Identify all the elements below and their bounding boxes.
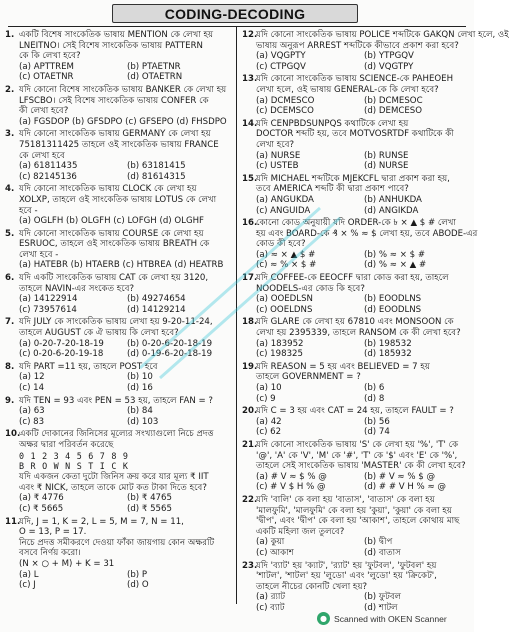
question-line: একটি মহিলা জল তুলবে? <box>256 526 345 537</box>
answer-option: (d) ANGIKDA <box>364 205 419 216</box>
answer-option: (a) VQGPTY <box>256 51 306 62</box>
answer-options <box>5 161 231 182</box>
question-text <box>242 328 468 339</box>
answer-option: (c) ₹ 5665 <box>19 503 64 514</box>
question-text <box>5 96 231 107</box>
question-block <box>5 85 231 127</box>
question-number: 12. <box>242 30 258 40</box>
answer-option: (b) EOODLNS <box>364 294 422 305</box>
question-number: 16. <box>242 218 258 229</box>
answer-options <box>242 96 468 117</box>
question-text <box>242 140 468 151</box>
question-number: 1. <box>5 30 15 40</box>
question-text <box>242 406 468 417</box>
question-number: 7. <box>5 317 15 328</box>
question-number: 11. <box>5 516 21 527</box>
question-number: 15. <box>242 173 258 184</box>
answer-option: (d) 185932 <box>364 349 412 360</box>
left-question-column <box>5 30 231 593</box>
answer-option: (c) CTPGQV <box>256 61 306 72</box>
question-text <box>242 440 468 451</box>
question-text <box>5 30 231 41</box>
answer-option: (d) OTAETRN <box>127 72 183 83</box>
question-number: 10. <box>5 429 21 440</box>
answer-option: (a) কুয়া <box>256 537 285 548</box>
answer-option: (a) HATEBR (b) HTAERB (c) HTBREA (d) HEATRB <box>19 260 224 271</box>
question-text <box>242 228 478 240</box>
answer-options <box>242 151 468 172</box>
question-text <box>5 140 231 151</box>
question-block <box>242 561 468 614</box>
question-line: নিচে প্রদত্ত সমীকরণে দেওয়া ফাঁকা জায়গায় কোন অক্ষরটি <box>19 537 215 548</box>
answer-options <box>5 117 231 128</box>
answer-option: (d) 14129214 <box>127 304 186 315</box>
answer-option: (c) 73957614 <box>19 304 77 315</box>
question-text <box>5 195 231 206</box>
answer-option: (b) 49274654 <box>127 294 186 305</box>
question-line: এবং ₹ NICK, তাহলে তাকে মোট কত টাকা দিতে হবে? <box>19 482 207 493</box>
answer-option: (c) 9 <box>256 393 276 404</box>
question-line: লেখা হবে - <box>19 249 59 260</box>
question-text <box>5 239 231 250</box>
scanner-footer <box>317 612 447 625</box>
question-line: তাহলে সেই সাংকেতিক ভাষায় 'MASTER' কে কী লেখা হবে? <box>256 461 466 472</box>
question-text <box>5 362 231 373</box>
question-text <box>5 538 231 549</box>
question-line: যদি কোনো সাংকেতিক ভাষায় CLOCK কে লেখা হয় <box>19 184 197 195</box>
question-text <box>5 440 231 451</box>
question-line: যদি কোনো সাংকেতিক ভাষায় POLICE শব্দটিকে GAKQN লেখা হলে, ওই <box>256 30 509 40</box>
question-line: হবে - <box>19 205 38 216</box>
question-number: 3. <box>5 129 15 140</box>
question-number: 8. <box>5 361 15 372</box>
cipher-row: BROWNSTICK <box>19 461 135 472</box>
answer-option: (b) DCMESOC <box>364 95 423 106</box>
answer-options <box>242 250 468 271</box>
question-line: যদি কোনো বিশেষ সাংকেতিক ভাষায় BANKER কে লেখা হয় <box>19 84 227 95</box>
question-line: যদি C = 3 হয় এবং CAT = 24 হয়, তাহলে FAULT = ? <box>256 406 454 417</box>
answer-options <box>5 62 231 83</box>
answer-option: (a) 63 <box>19 406 45 417</box>
question-number: 14. <box>242 118 258 129</box>
question-block <box>242 317 468 359</box>
answer-option: (a) FGSDOP (b) GFSDPO (c) GFSEPO (d) FHSDPO <box>19 116 227 127</box>
question-line: যদি কোনো সাংকেতিক ভাষায় COURSE কে লেখা হয় <box>19 228 204 239</box>
question-line: যদি একটি সাংকেতিক ভাষায় CAT কে লেখা হয় 3120, <box>19 273 209 284</box>
question-block <box>242 174 468 216</box>
answer-option: (d) 81614315 <box>127 171 186 182</box>
question-line: NOODELS-এর কোড কি হবে? <box>256 283 365 294</box>
question-line: একটি বিশেষ সাংকেতিক ভাষায় MENTION কে লেখা হয় <box>19 30 214 40</box>
question-line: তাহলে NAVIN-এর সংকেত হবে? <box>19 283 135 294</box>
answer-option: (c) ≈ % × $ # <box>256 260 317 271</box>
cipher-row: 0123456789 <box>19 450 135 461</box>
answer-option: (b) YTPGQV <box>364 51 414 62</box>
answer-option: (b) 56 <box>364 416 390 427</box>
answer-option: (c) OOELDNS <box>256 304 313 315</box>
answer-option: (c) # V $ H % @ <box>256 482 326 493</box>
question-text <box>242 317 468 328</box>
question-text <box>242 571 468 582</box>
question-text <box>5 129 231 140</box>
right-question-column <box>242 30 509 615</box>
question-line: যদি REASON = 5 হয় এবং BELIEVED = 7 হয় <box>256 361 430 372</box>
answer-option: (d) 0-19-6-20-18-19 <box>127 349 213 360</box>
answer-options <box>242 195 468 216</box>
answer-option: (a) ₹ 4776 <box>19 493 64 504</box>
question-number: 20. <box>242 406 258 417</box>
question-block <box>242 495 468 559</box>
question-text <box>5 206 231 217</box>
question-line: তবে AMERICA শব্দটি কী দ্বারা প্রকাশ পাবে? <box>256 184 409 195</box>
question-block <box>5 229 231 271</box>
question-line: XOLXP, তাহলে ওই সাংকেতিক ভাষায় LOTUS কে লেখা <box>19 194 217 205</box>
answer-option: (b) 84 <box>127 406 153 417</box>
answer-option: (d) NURSE <box>364 161 409 172</box>
question-line: LFSCBO। সেই বিশেষ সাংকেতিক ভাষায় CONFER কে <box>19 95 209 106</box>
answer-option: (b) % ≈ × $ # <box>364 249 426 260</box>
answer-option: (d) ₹ 5565 <box>127 503 172 514</box>
answer-option: (a) 61811435 <box>19 161 78 172</box>
answer-option: (a) OOEDLSN <box>256 294 313 305</box>
question-block <box>242 440 468 493</box>
scanner-logo-icon: ● <box>317 612 330 625</box>
question-number: 2. <box>5 84 15 95</box>
answer-option: (d) VQGTPY <box>364 61 414 72</box>
answer-options <box>242 51 468 72</box>
question-block <box>242 74 468 116</box>
question-block <box>5 317 231 359</box>
question-text <box>242 561 468 572</box>
question-line: O = 13, P = 17. <box>19 527 87 538</box>
question-text <box>5 317 231 328</box>
answer-option: (a) 0-20-7-20-18-19 <box>19 338 104 349</box>
question-text <box>5 559 231 570</box>
answer-option: (c) OTAETNR <box>19 72 74 83</box>
question-number: 5. <box>5 228 15 239</box>
answer-option: (d) 103 <box>127 416 159 427</box>
answer-option: (b) 6 <box>364 383 385 393</box>
answer-option: (d) # # V H % ≈ @ <box>364 482 446 493</box>
question-text <box>242 218 468 229</box>
question-text <box>242 372 468 383</box>
question-text <box>5 250 231 261</box>
question-line: ESRUOC, তাহলে ওই সাংকেতিক ভাষায় BREATH কে <box>19 239 210 250</box>
question-block <box>242 218 478 271</box>
question-line: লেখা হবে? <box>256 139 295 150</box>
answer-option: (a) ≈ × ▲ $ # <box>256 249 316 260</box>
question-line: যদি TEN = 93 এবং PEN = 53 হয়, তাহলে FAN = ? <box>19 395 213 406</box>
question-line: লেখা হয় 2395339, তাহলে RANSOM কে কী লেখা হবে? <box>256 328 461 339</box>
question-line: যদি PART =11 হয়, তাহলে POST হবে <box>19 361 158 372</box>
answer-option: (c) 62 <box>256 427 282 438</box>
question-line: যদি JULY কে সাংকেতিক ভাষায় লেখা হয় 9-20-11-24, <box>19 317 213 328</box>
answer-option: (a) OGLFH (b) OLGFH (c) LOFGH (d) OLGHF <box>19 216 205 227</box>
title-banner <box>112 4 358 23</box>
answer-option: (d) শাটল <box>364 602 398 613</box>
question-text <box>5 85 231 96</box>
question-text <box>5 429 231 440</box>
question-line: কোনো কোড অনুযায়ী যদি ORDER-কে ৳ × ▲ $ # লেখা <box>256 218 456 229</box>
answer-option: (c) 83 <box>19 416 45 427</box>
question-block <box>5 396 231 428</box>
answer-option: (c) আকাশ <box>256 547 294 558</box>
question-line: যদি GLARE কে লেখা হয় 67810 এবং MONSOON কে <box>256 317 454 328</box>
question-line: যদি CENPBDSUNPQS কথাটিকে লেখা হয় <box>256 118 409 129</box>
answer-options <box>5 493 231 514</box>
answer-options <box>5 372 231 393</box>
question-text <box>242 582 468 593</box>
answer-option: (c) ব্যাট <box>256 602 285 613</box>
question-text <box>242 527 468 538</box>
question-number: 23. <box>242 560 258 571</box>
question-text <box>5 517 231 528</box>
page-title: CODING-DECODING <box>164 5 306 22</box>
answer-option: (c) USTEB <box>256 161 299 172</box>
answer-option: (a) 10 <box>256 383 282 393</box>
question-line: যদি 'ব্যাট' হয় 'ক্যাট', 'র‍্যাট' হয় 'ফুটবল', 'ফুটবল' হয় <box>256 560 437 571</box>
question-text <box>242 284 468 295</box>
question-block <box>5 517 231 591</box>
answer-option: (c) 198325 <box>256 349 303 360</box>
question-number: 9. <box>5 395 15 406</box>
answer-option: (d) O <box>127 580 149 591</box>
question-line: কী লেখা হবে? <box>19 106 69 117</box>
question-text <box>5 106 231 117</box>
answer-option: (b) P <box>127 569 148 580</box>
question-block <box>242 273 468 315</box>
answer-option: (a) DCMESCO <box>256 95 315 106</box>
question-number: 17. <box>242 273 258 284</box>
question-text <box>242 30 509 41</box>
question-line: যদি একজন কেতা দুটো জিনিস ক্রয় করে যার মূল্য ₹ IIT <box>19 472 209 483</box>
question-line: তাহলে AUGUST কে ঐ ভাষায় কি লেখা হবে? <box>19 328 179 339</box>
question-line: 75181311425 তাহলে ওই সাংকেতিক ভাষায় FRANCE <box>19 139 219 150</box>
answer-option: (b) ফুটবল <box>364 592 402 603</box>
answer-options <box>242 417 468 438</box>
answer-option: (b) RUNSE <box>364 150 409 161</box>
answer-option: (c) ANGUIDA <box>256 205 311 216</box>
question-text <box>5 184 231 195</box>
answer-option: (d) 8 <box>364 393 385 404</box>
answer-option: (d) % ≈ × ▲ # <box>364 260 427 271</box>
question-block <box>5 429 231 514</box>
answer-options <box>5 216 231 227</box>
question-line: 'দ্বীপ', এবং 'দ্বীপ' কে বলা হয় 'আকাশ', তাহলে কোথায় মাছ <box>256 516 460 527</box>
answer-option: (b) দ্বীপ <box>364 537 393 548</box>
answer-option: (c) DCEMSCO <box>256 106 314 117</box>
answer-options <box>242 537 468 558</box>
question-text <box>242 119 468 130</box>
question-line: বসবে নির্ণয় করো। <box>19 548 81 559</box>
answer-option: (a) L <box>19 569 39 580</box>
question-text <box>5 548 231 559</box>
question-text <box>242 362 468 373</box>
question-line: 'মালফুমি', 'মালফুমি' কে বলা হয় 'কুয়া', 'কুয়া' কে বলা হয় <box>256 505 452 516</box>
question-text <box>5 328 231 339</box>
header-rule <box>8 26 466 27</box>
question-text <box>242 516 468 527</box>
question-text <box>5 527 231 538</box>
question-line: যদি কোনো সাংকেতিক ভাষায় GERMANY কে লেখা হয় <box>19 129 211 140</box>
question-line: যদি 'বালি' কে বলা হয় 'বাতাস', 'বাতাস' কে বলা হয় <box>256 494 435 505</box>
question-text <box>5 151 231 162</box>
question-block <box>5 129 231 182</box>
question-text <box>5 284 231 295</box>
question-number: 22. <box>242 494 258 505</box>
question-number: 4. <box>5 184 15 195</box>
question-line: তাহলে GOVERNMENT = ? <box>256 372 361 383</box>
question-number: 19. <box>242 361 258 372</box>
question-block <box>242 30 509 72</box>
question-line: কোড কী হবে? <box>256 239 306 250</box>
answer-option: (a) 12 <box>19 372 45 383</box>
question-line: কে লেখা হবে <box>19 150 65 161</box>
answer-options <box>5 260 231 271</box>
question-number: 21. <box>242 439 258 450</box>
question-line: (N × ○ + M) + K = 31 <box>19 558 115 569</box>
answer-option: (a) NURSE <box>256 150 301 161</box>
question-number: 18. <box>242 317 258 328</box>
question-line: LNEITNO। সেই বিশেষ সাংকেতিক ভাষায় PATTERN <box>19 40 203 51</box>
question-text <box>242 85 468 96</box>
question-line: অক্ষর দ্বারা পরিবর্তন করেছে <box>19 439 114 450</box>
answer-option: (c) J <box>19 580 36 591</box>
question-text <box>242 174 468 185</box>
answer-option: (a) 42 <box>256 416 282 427</box>
question-text <box>242 461 468 472</box>
scanner-text: Scanned with OKEN Scanner <box>334 613 447 624</box>
answer-option: (b) ₹ 4765 <box>127 493 172 504</box>
answer-option: (b) 63181415 <box>127 161 186 172</box>
answer-options <box>242 294 468 315</box>
question-line: DOCTOR শব্দটি হয়, তবে MOTVOSRTDF কথাটিকে কী <box>256 129 454 140</box>
question-line: যদি কোনো সাংকেতিক ভাষায় 'S' কে লেখা হয় '%', 'T' কে <box>256 439 459 450</box>
question-text <box>242 451 468 462</box>
question-line: 'শাটল', 'শাটল' হয় 'লুডো' এবং 'লুডো' হয় 'ক্রিকেট', <box>256 571 437 582</box>
answer-option: (b) 10 <box>127 372 153 383</box>
answer-option: (a) APTTREM <box>19 61 74 72</box>
question-block <box>242 119 468 172</box>
answer-option: (d) বাতাস <box>364 547 401 558</box>
answer-option: (a) ANGUKDA <box>256 194 314 205</box>
question-number: 6. <box>5 273 15 284</box>
question-block <box>5 184 231 226</box>
answer-option: (c) 82145136 <box>19 171 77 182</box>
question-block <box>242 406 468 438</box>
question-line: ভাষায় অনুরূপ ARREST শব্দটিকে কীভাবে প্রকাশ করা হবে? <box>256 40 459 51</box>
question-text <box>5 229 231 240</box>
question-line: যদি, J = 1, K = 2, L = 5, M = 7, N = 11, <box>19 516 184 527</box>
answer-option: (d) DEMCESO <box>364 106 423 117</box>
answer-option: (a) 183952 <box>256 338 304 349</box>
answer-option: (b) 198532 <box>364 338 412 349</box>
answer-option: (d) EOODLNS <box>364 304 422 315</box>
answer-options <box>242 592 468 613</box>
answer-options <box>242 472 468 493</box>
question-text <box>242 41 468 52</box>
question-line: যদি MICHAEL শব্দটিকে MJEKCFL দ্বারা প্রকাশ করা হয়, <box>256 173 450 184</box>
question-block <box>5 362 231 394</box>
answer-option: (b) PTAETNR <box>127 61 181 72</box>
question-block <box>5 30 231 83</box>
answer-options <box>242 339 468 360</box>
answer-option: (b) ANHUKDA <box>364 194 422 205</box>
answer-option: (a) 14122914 <box>19 294 78 305</box>
question-line: যদি কোনো সাংকেতিক ভাষায় SCIENCE-কে PAHEOEH <box>256 74 454 85</box>
question-text <box>5 273 231 284</box>
question-line: তাহলে নীচের কোনটি খেলা হয়? <box>256 581 368 592</box>
answer-option: (b) # V ≈ % $ @ <box>364 471 436 482</box>
question-text <box>242 129 468 140</box>
answer-option: (c) 14 <box>19 383 45 393</box>
answer-options <box>242 383 468 404</box>
answer-option: (a) র‍্যাট <box>256 592 286 603</box>
question-line: কে কি লেখা হবে? <box>19 51 81 62</box>
question-line: '@', 'A' কে 'V', 'M' কে '#', 'T' কে '$' এবং 'E' কে '%', <box>256 450 458 461</box>
question-text <box>5 41 231 52</box>
answer-options <box>5 406 231 427</box>
question-text <box>242 184 468 195</box>
answer-option: (d) 16 <box>127 383 153 393</box>
answer-options <box>5 339 231 360</box>
question-text <box>242 506 468 517</box>
answer-options <box>5 570 231 591</box>
question-number: 13. <box>242 74 258 85</box>
question-block <box>5 273 231 315</box>
question-text <box>242 273 468 284</box>
question-line: যদি COFFEE-কে EEOCFF দ্বারা কোড করা হয়, তাহলে <box>256 273 449 284</box>
question-line: হয় এবং BOARD-কে ₰ × % ≈ $ লেখা হয়, তবে ABODE-এর <box>256 228 478 239</box>
question-text <box>242 74 468 85</box>
question-block <box>242 362 468 404</box>
question-text <box>5 396 231 407</box>
question-line: লেখা হলে, ওই ভাষায় GENERAL-কে কি লেখা হবে? <box>256 84 439 95</box>
answer-option: (d) 74 <box>364 427 390 438</box>
question-line: একটি দোকানের জিনিসের মূল্যের সংখ্যাগুলো নিচে প্রদত্ত <box>19 429 214 440</box>
answer-option: (c) 0-20-6-20-19-18 <box>19 349 104 360</box>
column-divider <box>236 27 237 604</box>
answer-option: (b) 0-20-6-20-18-19 <box>127 338 213 349</box>
question-text <box>5 51 231 62</box>
question-text <box>242 495 468 506</box>
answer-options <box>5 294 231 315</box>
question-text <box>242 239 468 250</box>
answer-option: (a) # V ≈ $ % @ <box>256 471 327 482</box>
